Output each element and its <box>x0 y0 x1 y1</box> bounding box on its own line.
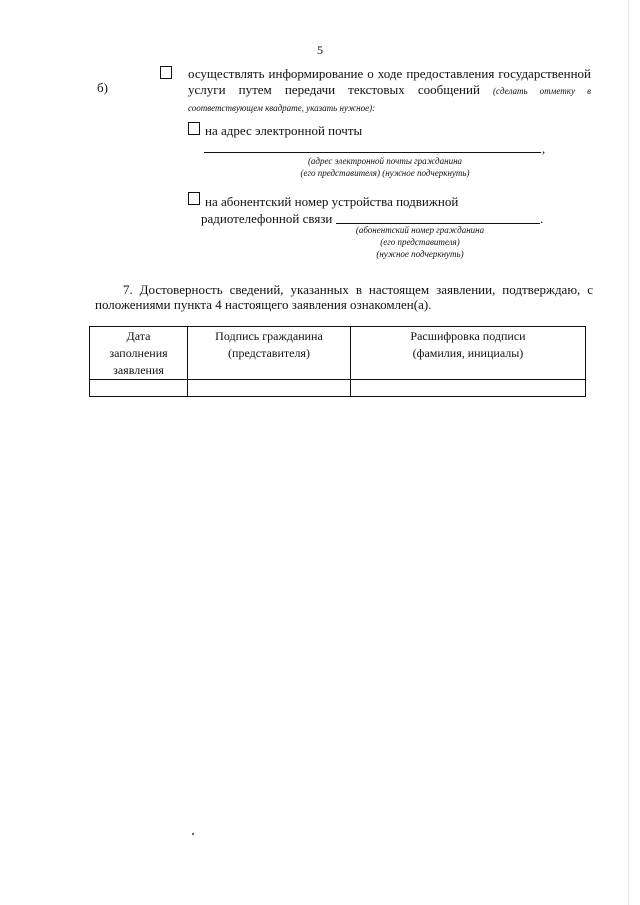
text-notification-option <box>188 66 591 116</box>
header-signature: Подпись гражданина (представителя) <box>188 327 351 380</box>
email-checkbox[interactable] <box>188 122 200 135</box>
email-address-field[interactable] <box>204 152 541 153</box>
email-option-label: на адрес электронной почты <box>205 123 363 138</box>
phone-note-line3: (нужное подчеркнуть) <box>376 249 464 259</box>
text-notification-hint: (сделать отметку в соответствующем квадрате, указать нужное): <box>188 86 592 113</box>
item-b-label: б) <box>97 80 108 95</box>
signature-cell[interactable] <box>188 380 351 397</box>
phone-option-label-line1: на абонентский номер устройства подвижной <box>205 194 459 209</box>
email-note-line2: (его представителя) (нужное подчеркнуть) <box>300 168 470 178</box>
scan-speck <box>192 833 194 835</box>
signature-table <box>89 326 586 397</box>
paragraph-7: 7. Достоверность сведений, указанных в настоящем заявлении, подтверждаю, с положениями пункта 4 настоящего заявления ознакомлен(а). <box>95 282 593 312</box>
phone-field-period: . <box>540 211 544 226</box>
phone-option-label-line2: радиотелефонной связи <box>201 211 333 226</box>
email-field-comma: , <box>542 141 546 156</box>
phone-note-line1: (абонентский номер гражданина <box>355 225 485 235</box>
decoding-cell[interactable] <box>351 380 586 397</box>
table-row <box>90 380 586 397</box>
text-notification-checkbox[interactable] <box>160 66 172 79</box>
text-notification-text: осуществлять информирование о ходе предоставления государственной услуги путем передачи текстовых сообщений <box>188 66 591 97</box>
email-note-line1: (адрес электронной почты гражданина <box>307 156 463 166</box>
phone-note <box>330 224 510 260</box>
email-note <box>260 155 510 179</box>
date-cell[interactable] <box>90 380 188 397</box>
scan-edge <box>628 0 629 905</box>
phone-checkbox[interactable] <box>188 192 200 205</box>
phone-note-line2: (его представителя) <box>380 237 460 247</box>
page-number: 5 <box>317 43 323 57</box>
table-header-row <box>90 327 586 380</box>
header-date: Дата заполнения заявления <box>90 327 188 380</box>
header-decoding: Расшифровка подписи (фамилия, инициалы) <box>351 327 586 380</box>
